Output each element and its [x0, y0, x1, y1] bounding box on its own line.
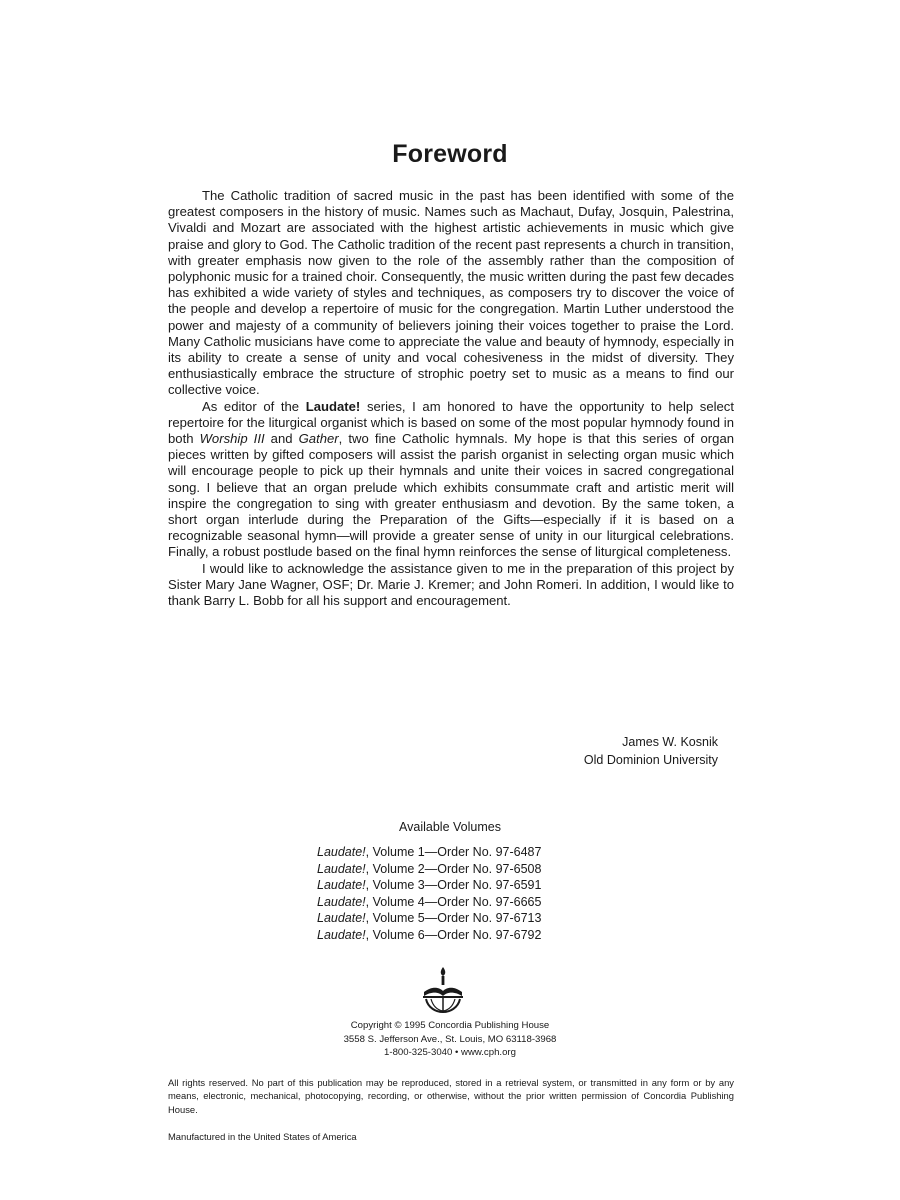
signature-block: [560, 733, 718, 769]
paragraph-text-segment: , two fine Catholic hymnals. My hope is that this series of organ pieces written by gifted composers will assist the parish organist in selecting organ music which will encourage people to pick up their hymnals and unite their voices in sacred congregational song. I believe that an organ prelude which exhibits consummate craft and artistic merit will inspire the congregation to sing with greater enthusiasm and devotion. By the same token, a short organ interlude during the Preparation of the Gifts—especially if it is based on a recognizable seasonal hymn—will provide a greater sense of unity in our liturgical celebrations. Finally, a robust postlude based on the final hymn reinforces the sense of liturgical completeness.: [168, 431, 735, 560]
volume-order-number: , Volume 2—Order No. 97-6508: [365, 861, 542, 876]
rights-notice: All rights reserved. No part of this publication may be reproduced, stored in a retrieval system, or transmitted in any form or by any means, electronic, mechanical, photocopying, recording, or otherwise, without the prior written permission of Concordia Publishing House.: [168, 1077, 734, 1115]
volume-series-title: Laudate!: [317, 894, 366, 909]
volume-series-title: Laudate!: [317, 878, 366, 892]
volume-item: [317, 844, 617, 861]
volume-item: [317, 894, 617, 911]
paragraph-text-segment: and: [264, 431, 299, 447]
volume-series-title: Laudate!: [317, 845, 366, 859]
volume-item: [317, 910, 617, 927]
volume-series-title: Laudate!: [317, 911, 366, 925]
volume-item: [317, 861, 617, 878]
author-name: James W. Kosnik: [622, 735, 718, 749]
paragraph-text-segment: Worship III: [199, 431, 265, 447]
paragraph-text-segment: series, I am honored to have the opportunity to help select repertoire for the liturgical organist which is based on some of the most popular hymnody found in both: [168, 398, 734, 447]
volume-order-number: , Volume 1—Order No. 97-6487: [365, 845, 542, 859]
foreword-paragraph: [168, 399, 734, 561]
copyright-line: Copyright © 1995 Concordia Publishing House: [350, 1020, 550, 1031]
paragraph-text-segment: I would like to acknowledge the assistance given to me in the preparation of this project by Sister Mary Jane Wagner, OSF; Dr. Marie J. Kremer; and John Romeri. In addition, I would like to thank Barry L. Bobb for all his support and encouragement.: [168, 560, 734, 609]
volume-series-title: Laudate!: [317, 861, 366, 876]
volume-order-number: , Volume 5—Order No. 97-6713: [365, 911, 542, 925]
manufactured-notice: Manufactured in the United States of America: [168, 1131, 357, 1142]
author-affiliation: Old Dominion University: [583, 753, 718, 767]
publisher-contact: 1-800-325-3040 • www.cph.org: [384, 1047, 516, 1058]
concordia-publishing-house-logo-icon: [418, 966, 468, 1014]
volume-series-title: Laudate!: [317, 927, 366, 942]
paragraph-text-segment: As editor of the: [202, 398, 306, 414]
page-title: Foreword: [392, 140, 508, 168]
volume-item: [317, 877, 617, 894]
volume-order-number: , Volume 4—Order No. 97-6665: [365, 894, 542, 909]
paragraph-text-segment: Laudate!: [305, 398, 361, 414]
paragraph-text-segment: The Catholic tradition of sacred music in the past has been identified with some of the greatest composers in the history of music. Names such as Machaut, Dufay, Josquin, Palestrina, Vivaldi and Mozart are associated with the highest artistic achievements in music which give praise and glory to God. The Catholic tradition of the recent past represents a church in transition, with greater emphasis now given to the role of the assembly rather than the composition of polyphonic music for a trained choir. Consequently, the music written during the past few decades has exhibited a wide variety of styles and techniques, as composers try to discover the voice of the people and develop a repertoire of music for the congregation. Martin Luther understood the power and majesty of a community of believers joining their voices together to praise the Lord. Many Catholic musicians have come to appreciate the value and beauty of hymnody, especially in its ability to create a sense of unity and vocal cohesiveness in the midst of diversity. They enthusiastically embrace the structure of strophic poetry set to music as a means to find our collective voice.: [168, 188, 735, 398]
foreword-body: [168, 188, 734, 609]
volume-order-number: , Volume 6—Order No. 97-6792: [365, 927, 542, 942]
volumes-list: [317, 844, 617, 943]
paragraph-text-segment: Gather: [298, 431, 339, 447]
foreword-paragraph: [168, 188, 734, 399]
volumes-heading: Available Volumes: [399, 820, 501, 834]
foreword-paragraph: [168, 561, 734, 610]
publisher-address: 3558 S. Jefferson Ave., St. Louis, MO 63118-3968: [343, 1033, 557, 1045]
volume-item: [317, 927, 617, 944]
volume-order-number: , Volume 3—Order No. 97-6591: [365, 878, 542, 892]
copyright-block: [0, 1019, 900, 1060]
